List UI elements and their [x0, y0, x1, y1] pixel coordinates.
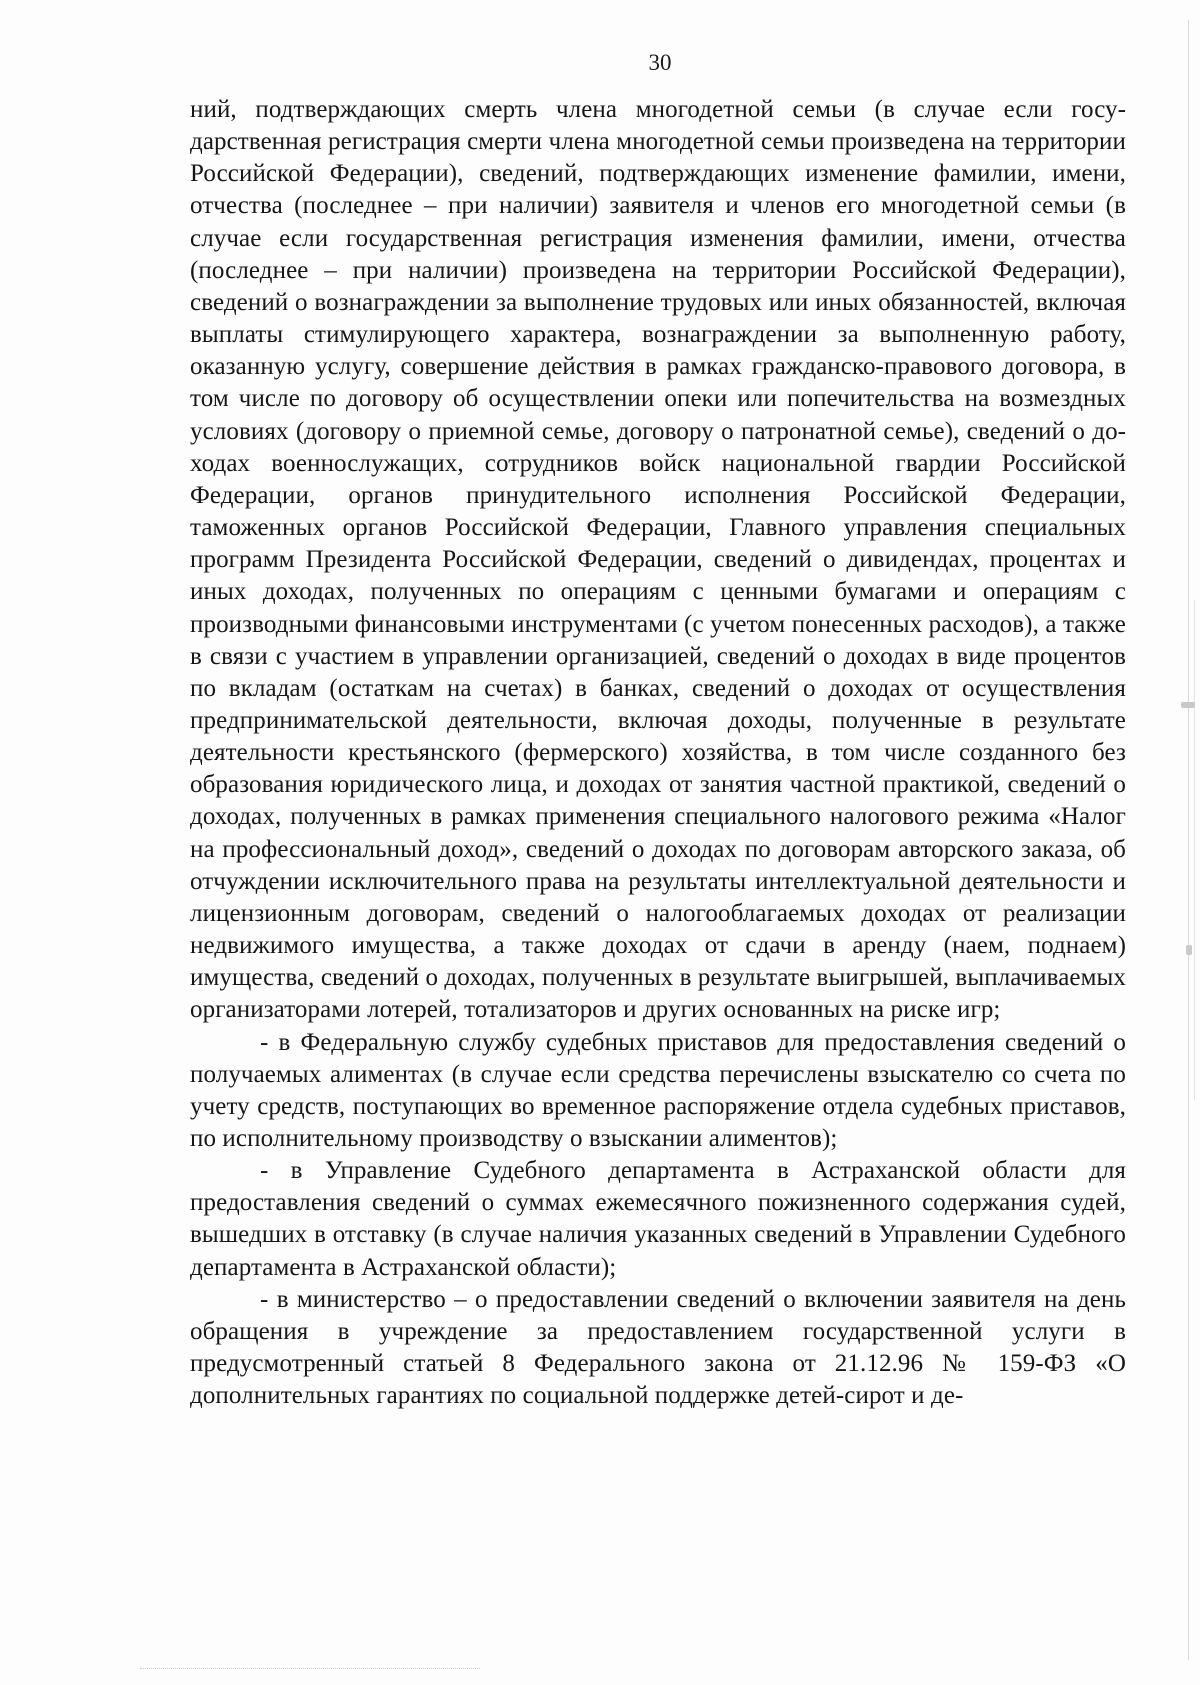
scan-edge-line: [1194, 600, 1195, 1100]
document-body: [190, 94, 1126, 1412]
page-number: 30: [648, 50, 672, 75]
scan-speck: [1181, 702, 1195, 708]
scan-edge-line: [1188, 20, 1189, 1660]
paragraph-judicial-department: - в Управление Судебного департамента в Астраханской области для предоставления сведений о суммах ежемесячного пожизненного содержания судей, вышедших в отставку (в случае наличия указанных сведений в Управлении Судебного департамента в Астраханской области);: [190, 1157, 1126, 1281]
scan-speck: [1186, 945, 1192, 955]
paragraph-income-data-requests: ний, подтверждающих смерть члена многодетной семьи (в случае если государственная регистрация смерти члена многодетной семьи произведена на территории Российской Федерации), сведений, подтверждающих изменение фамилии, имени, отчества (последнее – при наличии) заявителя и членов его многодетной семьи (в случае если государственная регистрация изменения фамилии, имени, отчества (последнее – при наличии) произведена на территории Российской Федерации), сведений о вознаграждении за выполнение трудовых или иных обязанностей, включая выплаты стимулирующего характера, вознаграждении за выполненную работу, оказанную услугу, совершение действия в рамках гражданско-правового договора, в том числе по договору об осуществлении опеки или попечительства на возмездных условиях (договору о приемной семье, договору о патронатной семье), сведений о доходах военнослужащих, сотрудников войск национальной гвардии Российской Федерации, органов принудительного исполнения Российской Федерации, таможенных органов Российской Федерации, Главного управления специальных программ Президента Российской Федерации, сведений о дивидендах, процентах и иных доходах, полученных по операциям с ценными бумагами и операциям с производными финансовыми инструментами (с учетом понесенных расходов), а также в связи с участием в управлении организацией, сведений о доходах в виде процентов по вкладам (остаткам на счетах) в банках, сведений о доходах от осуществления предпринимательской деятельности, включая доходы, полученные в результате деятельности крестьянского (фермерского) хозяйства, в том числе созданного без образования юридического лица, и доходах от занятия частной практикой, сведений о доходах, полученных в рамках применения специального налогового режима «Налог на профессиональный доход», сведений о доходах по договорам авторского заказа, об отчуждении исключительного права на результаты интеллектуальной деятельности и лицензионным договорам, сведений о налогооблагаемых доходах от реализации недвижимого имущества, а также доходах от сдачи в аренду (наем, поднаем) имущества, сведений о доходах, полученных в результате выигрышей, выплачиваемых организаторами лотерей, тотализаторов и других основанных на риске игр;: [190, 96, 1126, 1024]
scan-bottom-noise: [140, 1668, 480, 1672]
paragraph-ministry: - в министерство – о предоставлении сведений о включении заявителя на день обращения в учреждение за предоставлением государственной услуги в предусмотренный статьей 8 Федерального закона от 21.12.96 № 159-ФЗ «О дополнительных гарантиях по социальной поддержке детей-сирот и де-: [190, 1285, 1126, 1410]
paragraph-bailiff-service: - в Федеральную службу судебных приставов для предоставления сведений о получаемых алиментах (в случае если средства перечислены взыскателю со счета по учету средств, поступающих во временное распоряжение отдела судебных приставов, по исполнительному производству о взыскании алиментов);: [190, 1028, 1126, 1152]
